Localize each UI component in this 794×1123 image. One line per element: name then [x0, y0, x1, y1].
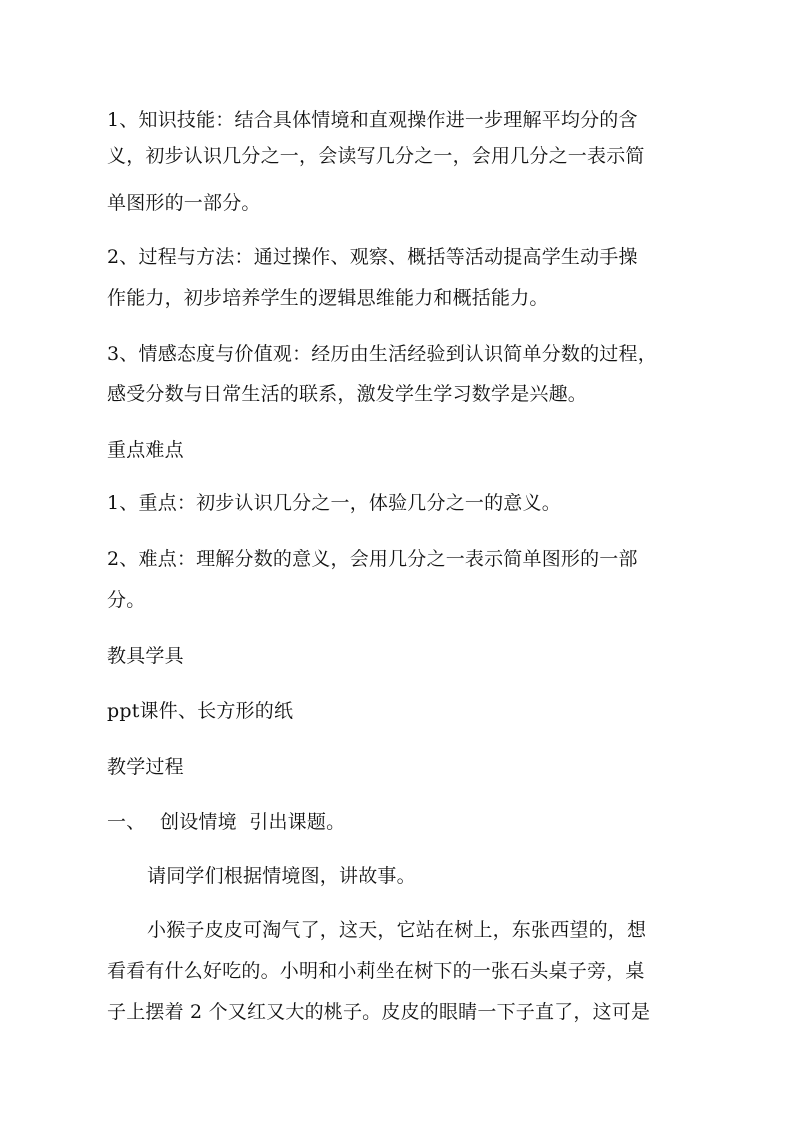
goal-1-line-3: 单图形的一部分。 [107, 192, 261, 214]
key-point-2-line-2: 分。 [107, 589, 146, 611]
story-instruction: 请同学们根据情境图，讲故事。 [147, 865, 416, 887]
goal-2-line-2: 作能力，初步培养学生的逻辑思维能力和概括能力。 [107, 287, 549, 309]
tools-content: ppt课件、长方形的纸 [107, 700, 294, 722]
section-1-title: 创设情境 引出课题。 [160, 811, 346, 833]
tools-heading: 教具学具 [107, 645, 184, 667]
story-line-1: 小猴子皮皮可淘气了，这天，它站在树上，东张西望的，想 [147, 919, 647, 941]
goal-1-line-2: 义，初步认识几分之一，会读写几分之一，会用几分之一表示简 [107, 145, 645, 167]
story-line-2: 看看有什么好吃的。小明和小莉坐在树下的一张石头桌子旁，桌 [107, 960, 645, 982]
goal-3-line-1: 3、情感态度与价值观：经历由生活经验到认识简单分数的过程， [107, 343, 657, 365]
key-points-heading: 重点难点 [107, 439, 184, 461]
goal-3-line-2: 感受分数与日常生活的联系，激发学生学习数学是兴趣。 [107, 383, 588, 405]
section-1-number: 一、 [107, 811, 146, 833]
goal-2-line-1: 2、过程与方法：通过操作、观察、概括等活动提高学生动手操 [107, 246, 638, 268]
key-point-2-line-1: 2、难点：理解分数的意义，会用几分之一表示简单图形的一部 [107, 548, 638, 570]
key-point-1: 1、重点：初步认识几分之一，体验几分之一的意义。 [107, 492, 561, 514]
goal-1-line-1: 1、知识技能：结合具体情境和直观操作进一步理解平均分的含 [107, 109, 638, 131]
process-heading: 教学过程 [107, 756, 184, 778]
story-line-3: 子上摆着 2 个又红又大的桃子。皮皮的眼睛一下子直了，这可是 [107, 1001, 651, 1023]
